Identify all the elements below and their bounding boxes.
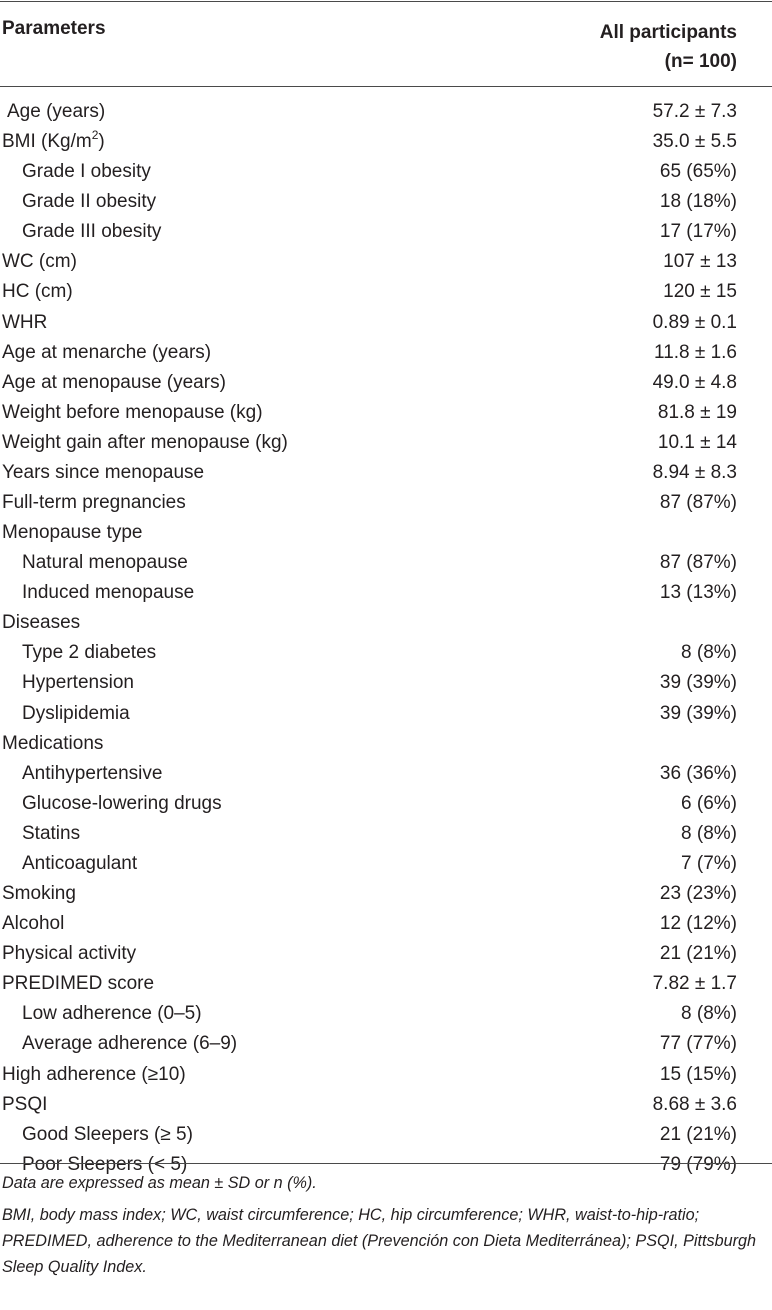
row-label	[7, 97, 105, 127]
row-label	[22, 187, 156, 217]
row-label	[2, 729, 103, 759]
table-row	[0, 909, 772, 939]
row-label	[2, 308, 47, 338]
row-value: 8 (8%)	[681, 822, 737, 844]
table-bottom-rule	[0, 1163, 772, 1164]
row-label-text: Weight gain after menopause (kg)	[2, 431, 288, 453]
row-label-text: High adherence (≥10)	[2, 1063, 186, 1085]
row-value: 36 (36%)	[659, 762, 737, 784]
table-row	[0, 518, 772, 548]
table-row	[0, 849, 772, 879]
table-header	[0, 15, 772, 85]
row-label	[2, 518, 143, 548]
table-row	[0, 127, 772, 157]
table-row	[0, 789, 772, 819]
table-row	[0, 277, 772, 307]
table-row	[0, 999, 772, 1029]
row-label-text: Grade III obesity	[22, 221, 162, 243]
row-value: 120 ± 15	[663, 281, 737, 303]
all-participants-column-header	[600, 18, 737, 76]
table-row	[0, 699, 772, 729]
row-label-text: Weight before menopause (kg)	[2, 401, 263, 423]
row-value: 17 (17%)	[659, 221, 737, 243]
row-label	[22, 217, 161, 247]
row-label-text: Smoking	[2, 883, 76, 905]
row-label	[22, 157, 151, 187]
row-value: 39 (39%)	[659, 702, 737, 724]
table-row	[0, 1120, 772, 1150]
row-value: 7.82 ± 1.7	[652, 973, 737, 995]
row-label-text: Physical activity	[2, 943, 137, 965]
row-label	[22, 548, 188, 578]
footnote-data-format: Data are expressed as mean ± SD or n (%).	[2, 1174, 317, 1192]
all-participants-label: All participants	[599, 22, 737, 43]
row-label-text: Medications	[2, 732, 104, 754]
row-value: 21 (21%)	[659, 943, 737, 965]
row-label-text: Grade II obesity	[22, 191, 157, 213]
row-label-text: Full-term pregnancies	[2, 492, 186, 514]
row-value: 87 (87%)	[659, 492, 737, 514]
row-label	[2, 458, 204, 488]
table-row	[0, 338, 772, 368]
row-label-text: Years since menopause	[2, 461, 205, 483]
row-value: 6 (6%)	[681, 792, 737, 814]
row-label-text: Antihypertensive	[22, 762, 163, 784]
table-row	[0, 97, 772, 127]
row-value: 12 (12%)	[659, 913, 737, 935]
row-value: 7 (7%)	[681, 852, 737, 874]
row-label	[2, 909, 64, 939]
row-label	[2, 608, 80, 638]
header-divider-rule	[0, 86, 772, 87]
row-label-text: WC (cm)	[2, 251, 77, 273]
row-label-text: Poor Sleepers (< 5)	[22, 1153, 188, 1175]
row-label-text: Good Sleepers (≥ 5)	[22, 1123, 193, 1145]
row-label-text: PREDIMED score	[2, 973, 155, 995]
table-row	[0, 247, 772, 277]
row-value: 81.8 ± 19	[657, 401, 737, 423]
row-label-text: HC (cm)	[2, 281, 73, 303]
table-row	[0, 458, 772, 488]
table-row	[0, 308, 772, 338]
row-label-text: Low adherence (0–5)	[22, 1003, 202, 1025]
row-value: 23 (23%)	[659, 883, 737, 905]
row-label	[2, 127, 105, 157]
table-row	[0, 398, 772, 428]
parameters-column-header: Parameters	[2, 18, 106, 39]
table-row	[0, 939, 772, 969]
table-row	[0, 187, 772, 217]
row-label-text: Average adherence (6–9)	[22, 1033, 238, 1055]
row-label	[22, 849, 137, 879]
table-row	[0, 729, 772, 759]
row-value: 77 (77%)	[659, 1033, 737, 1055]
row-label-text: PSQI	[2, 1093, 48, 1115]
table-row	[0, 217, 772, 247]
row-label	[22, 819, 80, 849]
row-label	[22, 999, 202, 1029]
row-value: 10.1 ± 14	[657, 431, 737, 453]
row-label	[22, 789, 222, 819]
row-value: 13 (13%)	[659, 582, 737, 604]
row-value: 15 (15%)	[659, 1063, 737, 1085]
table-row	[0, 157, 772, 187]
table-row	[0, 819, 772, 849]
row-value: 79 (79%)	[659, 1153, 737, 1175]
footnote-abbreviations: BMI, body mass index; WC, waist circumference; HC, hip circumference; WHR, waist-to-hip-ratio; PREDIMED, adherence to the Mediterranean diet (Prevención con Dieta Mediterránea); PSQI, Pittsburgh Sleep Quality Index.	[2, 1206, 756, 1276]
row-label-text: Age at menopause (years)	[2, 371, 226, 393]
table-row	[0, 1029, 772, 1059]
row-label-text: Alcohol	[2, 913, 65, 935]
row-value: 87 (87%)	[659, 552, 737, 574]
row-label-text: Induced menopause	[22, 582, 195, 604]
table-row	[0, 1060, 772, 1090]
row-label-suffix: )	[98, 131, 105, 153]
row-label	[22, 1120, 193, 1150]
row-value: 8 (8%)	[681, 1003, 737, 1025]
row-label	[22, 638, 156, 668]
row-label	[2, 488, 186, 518]
row-value: 8.94 ± 8.3	[652, 461, 737, 483]
row-value: 8.68 ± 3.6	[652, 1093, 737, 1115]
row-value: 107 ± 13	[663, 251, 737, 273]
table-row	[0, 879, 772, 909]
row-label-text: Diseases	[2, 612, 81, 634]
row-label-text: Statins	[22, 822, 81, 844]
row-label	[2, 879, 76, 909]
row-value: 8 (8%)	[681, 642, 737, 664]
row-value: 0.89 ± 0.1	[652, 311, 737, 333]
row-label-text: Menopause type	[2, 522, 143, 544]
row-value: 11.8 ± 1.6	[654, 341, 737, 363]
row-label	[2, 398, 263, 428]
row-label-text: Type 2 diabetes	[22, 642, 157, 664]
row-label	[2, 939, 136, 969]
row-value: 21 (21%)	[659, 1123, 737, 1145]
row-label	[22, 759, 162, 789]
row-label-text: Glucose-lowering drugs	[22, 792, 222, 814]
row-label	[2, 338, 211, 368]
table-row	[0, 759, 772, 789]
table-row	[0, 578, 772, 608]
row-label-text: Anticoagulant	[22, 852, 138, 874]
participant-count: (n= 100)	[664, 51, 737, 72]
row-label	[2, 1060, 186, 1090]
table-row	[0, 488, 772, 518]
row-label-text: WHR	[2, 311, 48, 333]
row-value: 57.2 ± 7.3	[652, 101, 737, 122]
row-label	[2, 247, 77, 277]
row-label	[2, 969, 154, 999]
row-label	[22, 578, 194, 608]
row-label-text: Dyslipidemia	[22, 702, 130, 724]
table-row	[0, 638, 772, 668]
row-label-text: Age (years)	[7, 101, 106, 122]
table-row	[0, 969, 772, 999]
row-label-text: BMI (Kg/m	[2, 131, 92, 153]
table-row	[0, 608, 772, 638]
row-value: 35.0 ± 5.5	[652, 131, 737, 153]
table-row	[0, 368, 772, 398]
table-footnotes	[2, 1170, 766, 1280]
row-label	[2, 368, 226, 398]
table-body	[0, 97, 772, 1180]
row-value: 65 (65%)	[659, 161, 737, 183]
row-label-text: Age at menarche (years)	[2, 341, 212, 363]
row-value: 39 (39%)	[659, 672, 737, 694]
table-top-rule	[0, 1, 772, 2]
table-row	[0, 1090, 772, 1120]
row-label-superscript: 2	[91, 128, 99, 143]
row-label	[22, 668, 134, 698]
table-row	[0, 668, 772, 698]
row-value: 18 (18%)	[659, 191, 737, 213]
row-label	[2, 428, 288, 458]
row-label	[2, 277, 73, 307]
table-row	[0, 548, 772, 578]
row-label	[22, 699, 130, 729]
row-label	[2, 1090, 47, 1120]
row-label-text: Grade I obesity	[22, 161, 151, 183]
table-row	[0, 428, 772, 458]
row-label-text: Natural menopause	[22, 552, 188, 574]
row-label	[22, 1029, 237, 1059]
row-label-text: Hypertension	[22, 672, 134, 694]
row-value: 49.0 ± 4.8	[652, 371, 737, 393]
